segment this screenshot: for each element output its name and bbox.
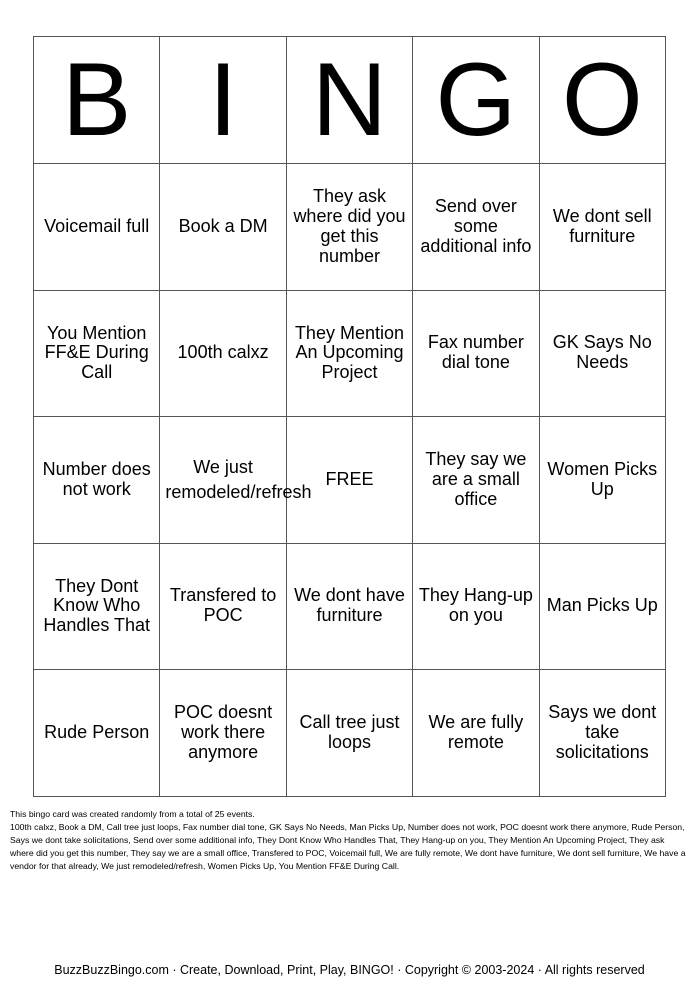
card-row-3 — [34, 417, 666, 544]
bingo-cell: We just remodeled/refresh — [160, 417, 286, 544]
bingo-cell: Number does not work — [34, 417, 160, 544]
header-letter-g: G — [413, 37, 539, 164]
card-row-1 — [34, 164, 666, 291]
bingo-cell: They Mention An Upcoming Project — [286, 290, 412, 417]
bingo-cell: Man Picks Up — [539, 543, 665, 670]
bingo-cell: POC doesnt work there anymore — [160, 670, 286, 797]
card-row-5 — [34, 670, 666, 797]
bingo-cell: 100th calxz — [160, 290, 286, 417]
bingo-cell: GK Says No Needs — [539, 290, 665, 417]
bingo-cell: Call tree just loops — [286, 670, 412, 797]
bingo-cell: They say we are a small office — [413, 417, 539, 544]
bingo-cell: Women Picks Up — [539, 417, 665, 544]
card-event-list: 100th calxz, Book a DM, Call tree just loops, Fax number dial tone, GK Says No Needs, Man Picks Up, Number does not work, POC doesnt work there anymore, Rude Person, Says we dont take solicitations, Send over some additional info, They Dont Know Who Handles That, They Hang-up on you, They Mention An Upcoming Project, They ask where did you get this number, They say we are a small office, Transfered to POC, Voicemail full, We are fully remote, We dont have furniture, We dont sell furniture, We have a vendor for that already, We just remodeled/refresh, Women Picks Up, You Mention FF&E During Call. — [10, 822, 686, 871]
bingo-cell: Send over some additional info — [413, 164, 539, 291]
card-description-intro: This bingo card was created randomly from a total of 25 events. — [10, 809, 255, 819]
bingo-cell: You Mention FF&E During Call — [34, 290, 160, 417]
header-letter-b: B — [34, 37, 160, 164]
free-space: FREE — [286, 417, 412, 544]
footer-copyright: BuzzBuzzBingo.com · Create, Download, Print, Play, BINGO! · Copyright © 2003-2024 · All rights reserved — [54, 963, 645, 977]
bingo-cell: Book a DM — [160, 164, 286, 291]
bingo-cell: We dont have furniture — [286, 543, 412, 670]
card-row-2 — [34, 290, 666, 417]
card-description — [10, 808, 690, 873]
bingo-card — [33, 36, 666, 797]
bingo-cell: They Hang-up on you — [413, 543, 539, 670]
bingo-cell: They ask where did you get this number — [286, 164, 412, 291]
bingo-cell: Fax number dial tone — [413, 290, 539, 417]
header-letter-n: N — [286, 37, 412, 164]
bingo-cell: Rude Person — [34, 670, 160, 797]
header-letter-i: I — [160, 37, 286, 164]
bingo-cell: We dont sell furniture — [539, 164, 665, 291]
bingo-cell: Voicemail full — [34, 164, 160, 291]
header-letter-o: O — [539, 37, 665, 164]
bingo-cell: We are fully remote — [413, 670, 539, 797]
bingo-cell: They Dont Know Who Handles That — [34, 543, 160, 670]
bingo-cell: Says we dont take solicitations — [539, 670, 665, 797]
bingo-cell: Transfered to POC — [160, 543, 286, 670]
card-row-4 — [34, 543, 666, 670]
header-row — [34, 37, 666, 164]
